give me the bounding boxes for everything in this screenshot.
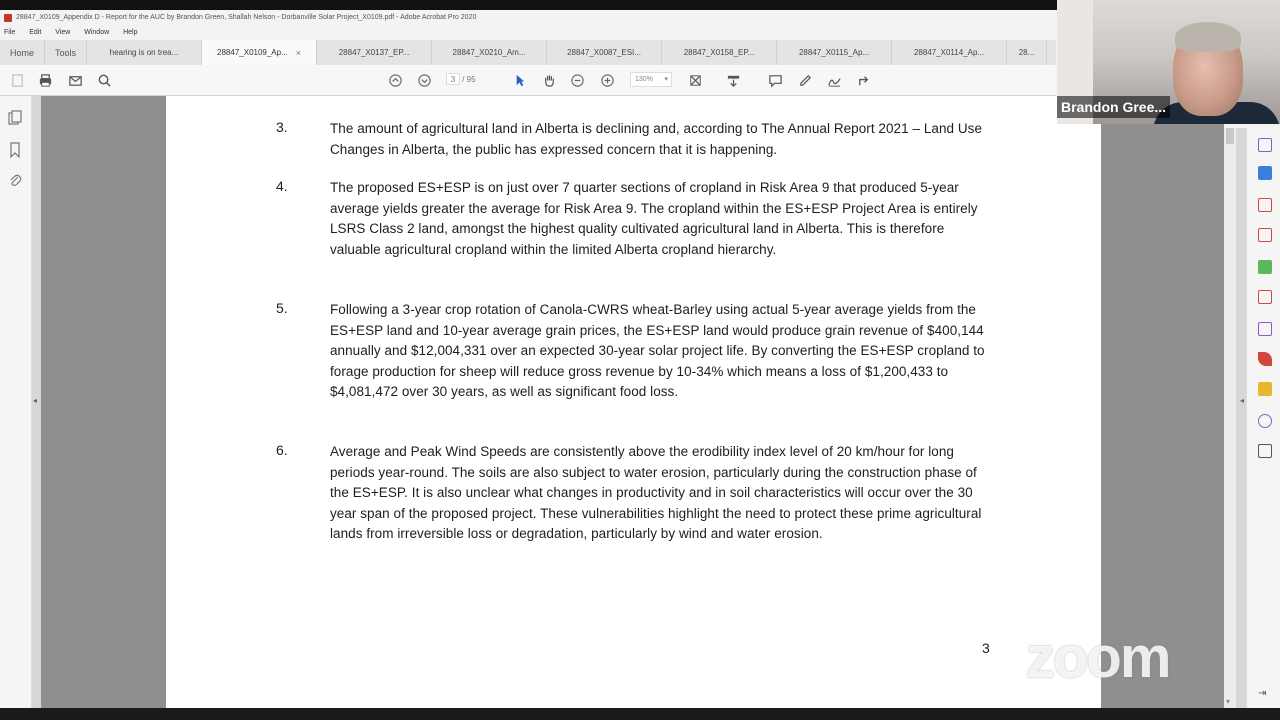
zoom-in-icon[interactable] bbox=[598, 71, 616, 89]
tab-doc-label: 28847_X0210_Am... bbox=[452, 48, 526, 57]
menu-bar bbox=[0, 26, 1056, 40]
organize-pages-icon[interactable] bbox=[1258, 228, 1272, 242]
window-titlebar bbox=[0, 10, 1056, 26]
bottom-strip bbox=[0, 708, 1280, 720]
comment-tool-icon[interactable] bbox=[1258, 290, 1272, 304]
highlight-pen-icon[interactable] bbox=[796, 71, 814, 89]
item-text: The proposed ES+ESP is on just over 7 quarter sections of cropland in Risk Area 9 that produced 5-year average yields greater the average for Risk Area 9. The cropland within the ES+ESP Project Area is entirely LSRS Class 2 land, amongst the highest quality cultivated agricultural land in Alberta. This is therefore valuable agricultural cropland within the limited Alberta cropland hierarchy. bbox=[330, 180, 978, 257]
tab-doc[interactable] bbox=[317, 40, 432, 65]
print-icon[interactable] bbox=[36, 71, 54, 89]
window-title: 28847_X0109_Appendix D - Report for the AUC by Brandon Green, Shallah Nelson - Dorbanville Solar Project_X0109.pdf - Adobe Acrobat Pro 2020 bbox=[16, 14, 477, 21]
tab-doc-active[interactable] bbox=[202, 40, 317, 65]
tab-doc-label: 28... bbox=[1018, 48, 1035, 57]
tab-doc[interactable] bbox=[87, 40, 202, 65]
export-pdf-icon[interactable] bbox=[1258, 138, 1272, 152]
scroll-down-icon[interactable]: ▾ bbox=[1226, 697, 1231, 706]
search-icon[interactable] bbox=[95, 71, 113, 89]
menu-edit[interactable]: Edit bbox=[29, 29, 42, 36]
new-file-icon[interactable] bbox=[8, 71, 26, 89]
tab-doc[interactable] bbox=[547, 40, 662, 65]
menu-file[interactable]: File bbox=[4, 29, 16, 36]
tab-doc-label: 28847_X0158_EP... bbox=[683, 48, 755, 57]
protect-icon[interactable] bbox=[1258, 382, 1272, 396]
bookmark-icon[interactable] bbox=[8, 142, 22, 158]
select-cursor-icon[interactable] bbox=[510, 71, 528, 89]
comment-icon[interactable] bbox=[766, 71, 784, 89]
page-navigator bbox=[446, 73, 476, 85]
menu-window[interactable]: Window bbox=[84, 29, 110, 36]
sign-icon[interactable] bbox=[825, 71, 843, 89]
send-for-signature-icon[interactable] bbox=[1258, 352, 1272, 366]
tab-doc[interactable] bbox=[777, 40, 892, 65]
fit-page-icon[interactable] bbox=[686, 71, 704, 89]
prepare-form-icon[interactable] bbox=[1258, 414, 1272, 428]
tab-doc[interactable] bbox=[1007, 40, 1047, 65]
tab-doc-label: 28847_X0137_EP... bbox=[338, 48, 410, 57]
page-total: / 95 bbox=[462, 75, 476, 84]
fill-sign-icon[interactable] bbox=[1258, 260, 1272, 274]
tab-doc-label: 28847_X0115_Ap... bbox=[798, 48, 870, 57]
tab-bar bbox=[0, 40, 1056, 65]
navigation-pane bbox=[0, 96, 32, 708]
tab-tools[interactable]: Tools bbox=[45, 40, 87, 65]
acrobat-icon bbox=[4, 14, 12, 22]
expand-pane-icon[interactable]: ⇥ bbox=[1258, 688, 1267, 699]
item-text: The amount of agricultural land in Alberta is declining and, according to The Annual Report 2021 – Land Use Changes in Alberta, the public has expressed concern that it is happening. bbox=[330, 121, 983, 157]
attachment-icon[interactable] bbox=[8, 172, 22, 188]
zoom-watermark: zoom bbox=[1026, 625, 1170, 690]
toolbar bbox=[0, 65, 1056, 96]
item-number: 5. bbox=[276, 300, 288, 316]
prev-page-icon[interactable] bbox=[386, 71, 404, 89]
zoom-level-select[interactable] bbox=[630, 72, 672, 87]
create-pdf-icon[interactable] bbox=[1258, 166, 1272, 180]
tab-doc-label: 28847_X0109_Ap... bbox=[217, 48, 288, 57]
tab-doc[interactable] bbox=[662, 40, 777, 65]
email-icon[interactable] bbox=[66, 71, 84, 89]
item-text: Following a 3-year crop rotation of Canola-CWRS wheat-Barley using actual 5-year average yields from the ES+ESP land and 10-year average grain prices, the ES+ESP land would produce grain revenue of $400,144 annually and $12,004,331 over an expected 30-year solar project life. By converting the ES+ESP cropland to forage production for sheep will reduce gross revenue by 10-34% which means a loss of $1,200,433 to $4,081,472 over 30 years, as well as significant food loss. bbox=[330, 302, 985, 400]
page-thumbnails-icon[interactable] bbox=[8, 110, 22, 126]
edit-pdf-icon[interactable] bbox=[1258, 198, 1272, 212]
page-footer-number: 3 bbox=[982, 640, 990, 656]
tab-doc[interactable] bbox=[432, 40, 547, 65]
zoom-level-value: 130% bbox=[635, 76, 653, 83]
vertical-scrollbar[interactable] bbox=[1224, 128, 1236, 708]
zoom-out-icon[interactable] bbox=[568, 71, 586, 89]
next-page-icon[interactable] bbox=[415, 71, 433, 89]
tab-doc[interactable] bbox=[892, 40, 1007, 65]
share-icon[interactable] bbox=[855, 71, 873, 89]
scroll-mode-icon[interactable] bbox=[724, 71, 742, 89]
collapse-right-pane-icon[interactable]: ◂ bbox=[1240, 396, 1245, 405]
chevron-down-icon: ▾ bbox=[664, 76, 668, 83]
tab-home[interactable]: Home bbox=[0, 40, 45, 65]
close-tab-icon[interactable]: × bbox=[295, 47, 302, 58]
combine-files-icon[interactable] bbox=[1258, 322, 1272, 336]
tab-doc-label: 28847_X0087_ESI... bbox=[567, 48, 641, 57]
item-number: 6. bbox=[276, 442, 288, 458]
hand-tool-icon[interactable] bbox=[540, 71, 558, 89]
tab-doc-label: hearing is on trea... bbox=[109, 48, 179, 57]
participant-name-label: Brandon Gree... bbox=[1057, 96, 1170, 118]
collapse-left-pane-icon[interactable]: ◂ bbox=[33, 396, 38, 405]
tab-doc-label: 28847_X0114_Ap... bbox=[913, 48, 985, 57]
tools-pane bbox=[1246, 128, 1280, 708]
page-number-input[interactable]: 3 bbox=[446, 73, 460, 85]
item-number: 3. bbox=[276, 119, 288, 135]
video-person-hair bbox=[1175, 22, 1241, 52]
item-number: 4. bbox=[276, 178, 288, 194]
item-text: Average and Peak Wind Speeds are consistently above the erodibility index level of 20 km/hour for long periods year-round. The soils are also subject to water erosion, particularly during the construction phase of the ES+ESP. It is also unclear what changes in productivity and in soil characteristics will occur over the 30 year span of the proposed project. These vulnerabilities highlight the need to protect these prime agricultural lands from irreversible loss or degradation, particularly by wind and water erosion. bbox=[330, 444, 982, 542]
menu-view[interactable]: View bbox=[55, 29, 71, 36]
menu-help[interactable]: Help bbox=[123, 29, 138, 36]
more-tools-icon[interactable] bbox=[1258, 444, 1272, 458]
scrollbar-thumb[interactable] bbox=[1226, 128, 1234, 144]
